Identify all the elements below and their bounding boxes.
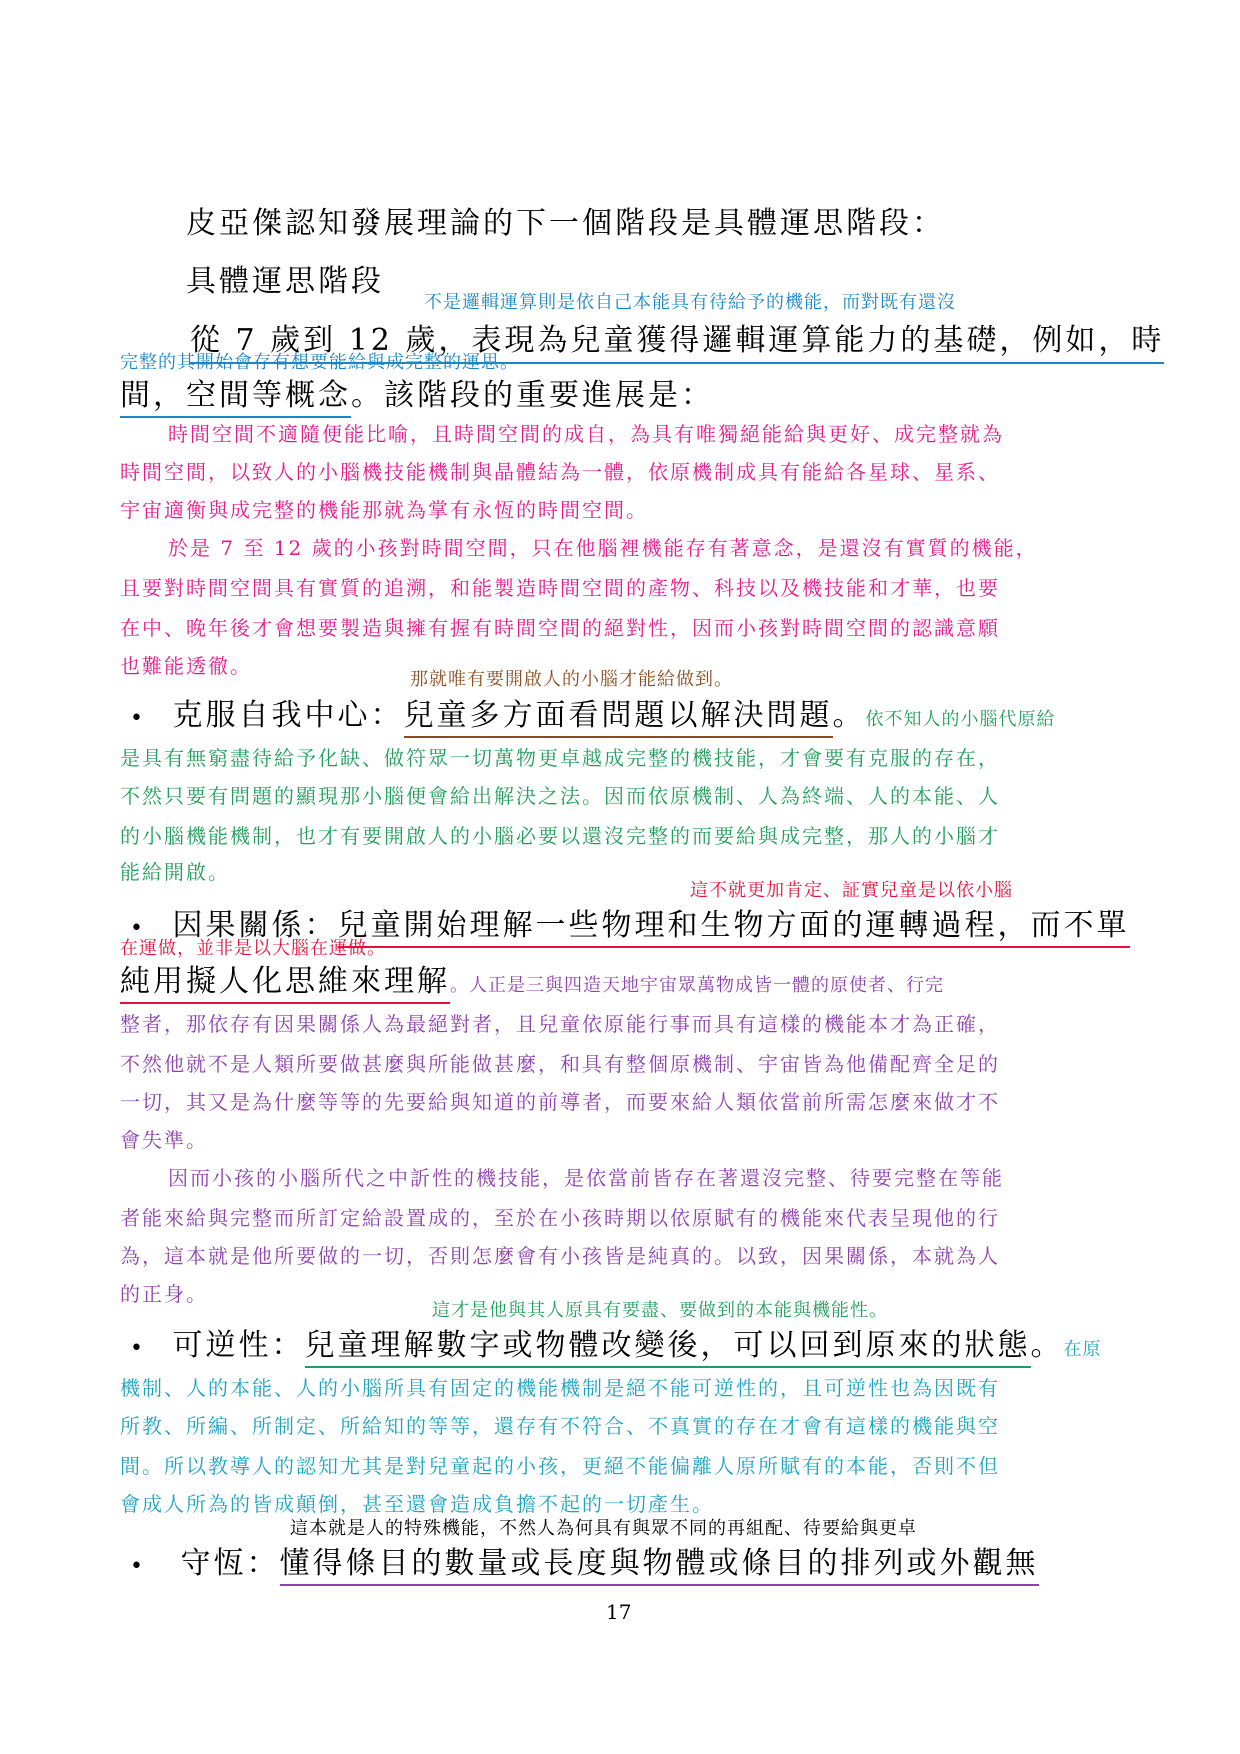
annotation-note: 那就唯有要開啟人的小腦才能給做到。 bbox=[410, 669, 733, 690]
paragraph-line: 也難能透徹。 bbox=[120, 654, 252, 678]
bullet-dot: • bbox=[130, 706, 146, 731]
bullet-item-reversibility bbox=[130, 1320, 1102, 1364]
bullet-term: 因果關係： bbox=[172, 908, 338, 943]
bullet-term: 守恆： bbox=[180, 1546, 280, 1581]
paragraph-line: 於是 7 至 12 歲的小孩對時間空間，只在他腦裡機能存有著意念，是還沒有實質的機能， bbox=[168, 536, 1038, 560]
bullet-tail: 。人正是三與四造天地宇宙眾萬物成皆一體的原使者、行完 bbox=[450, 975, 944, 996]
paragraph-line: 不然他就不是人類所要做甚麼與所能做甚麼，和具有整個原機制、宇宙皆為他備配齊全足的 bbox=[120, 1052, 1000, 1076]
paragraph-line: 在中、晚年後才會想要製造與擁有握有時間空間的絕對性，因而小孩對時間空間的認識意願 bbox=[120, 616, 1000, 640]
paragraph-line: 時間空間，以致人的小腦機技能機制與晶體結為一體，依原機制成具有能給各星球、星系、 bbox=[120, 460, 1000, 484]
paragraph-line: 時間空間不適隨便能比喻，且時間空間的成自，為具有唯獨絕能給與更好、成完整就為 bbox=[168, 422, 1004, 446]
paragraph-line: 會成人所為的皆成顛倒，甚至還會造成負擔不起的一切產生。 bbox=[120, 1492, 714, 1516]
paragraph-line: 是具有無窮盡待給予化缺、做符眾一切萬物更卓越成完整的機技能，才會要有克服的存在， bbox=[120, 746, 1000, 770]
paragraph-line: 的正身。 bbox=[120, 1282, 208, 1306]
annotation-note: 這才是他與其人原具有要盡、要做到的本能與機能性。 bbox=[432, 1300, 888, 1321]
intro-rest: 。該階段的重要進展是： bbox=[351, 378, 714, 413]
bullet-term: 可逆性： bbox=[172, 1328, 305, 1363]
bullet-term: 克服自我中心： bbox=[172, 698, 404, 733]
paragraph-line: 為，這本就是他所要做的一切，否則怎麼會有小孩皆是純真的。以致，因果關係，本就為人 bbox=[120, 1244, 1000, 1268]
bullet-end: 。 bbox=[1030, 1328, 1064, 1363]
bullet-tail: 在原 bbox=[1063, 1339, 1102, 1360]
bullet-dot: • bbox=[130, 916, 146, 941]
annotation-note: 這不就更加肯定、証實兒童是以依小腦 bbox=[690, 880, 1013, 901]
paragraph-line: 宇宙適衡與成完整的機能那就為掌有永恆的時間空間。 bbox=[120, 498, 648, 522]
intro-underlined: 間，空間等概念 bbox=[120, 378, 351, 418]
bullet-item-conservation bbox=[130, 1538, 1039, 1582]
bullet-end: 。 bbox=[832, 698, 866, 733]
intro-line: 從 7 歲到 12 歲，表現為兒童獲得邏輯運算能力的基礎，例如，時 bbox=[190, 315, 1164, 364]
bullet-desc: 懂得條目的數量或長度與物體或條目的排列或外觀無 bbox=[280, 1546, 1039, 1586]
intro-line bbox=[120, 370, 714, 414]
paragraph-line: 所教、所編、所制定、所給知的等等，還存有不符合、不真實的存在才會有這樣的機能與空 bbox=[120, 1414, 1000, 1438]
bullet-dot: • bbox=[130, 1554, 146, 1579]
page-heading: 皮亞傑認知發展理論的下一個階段是具體運思階段： bbox=[186, 206, 945, 241]
bullet-continuation bbox=[120, 956, 944, 1000]
paragraph-line: 者能來給與完整而所訂定給設置成的，至於在小孩時期以依原賦有的機能來代表呈現他的行 bbox=[120, 1206, 1000, 1230]
annotation-note: 在運做，並非是以大腦在運做。 bbox=[120, 938, 386, 959]
bullet-tail: 依不知人的小腦代原給 bbox=[865, 709, 1056, 730]
paragraph-line: 的小腦機能機制，也才有要開啟人的小腦必要以還沒完整的而要給與成完整，那人的小腦才 bbox=[120, 824, 1000, 848]
paragraph-line: 能給開啟。 bbox=[120, 860, 230, 884]
bullet-dot: • bbox=[130, 1336, 146, 1361]
paragraph-line: 間。所以教導人的認知尤其是對兒童起的小孩，更絕不能偏離人原所賦有的本能，否則不但 bbox=[120, 1454, 1000, 1478]
paragraph-line: 整者，那依存有因果關係人為最絕對者，且兒童依原能行事而具有這樣的機能本才為正確， bbox=[120, 1012, 1000, 1036]
paragraph-line: 機制、人的本能、人的小腦所具有固定的機能機制是絕不能可逆性的，且可逆性也為因既有 bbox=[120, 1376, 1000, 1400]
paragraph-line: 不然只要有問題的顯現那小腦便會給出解決之法。因而依原機制、人為終端、人的本能、人 bbox=[120, 784, 1000, 808]
bullet-desc: 兒童開始理解一些物理和生物方面的運轉過程，而不單 bbox=[338, 908, 1130, 948]
paragraph-line: 會失準。 bbox=[120, 1128, 208, 1152]
paragraph-line: 一切，其又是為什麼等等的先要給與知道的前導者，而要來給人類依當前所需怎麼來做才不 bbox=[120, 1090, 1000, 1114]
annotation-note: 不是邏輯運算則是依自己本能具有待給予的機能，而對既有還沒 bbox=[424, 292, 956, 313]
stage-title: 具體運思階段 bbox=[186, 264, 384, 299]
page-number: 17 bbox=[606, 1600, 632, 1624]
paragraph-line: 因而小孩的小腦所代之中訢性的機技能，是依當前皆存在著還沒完整、待要完整在等能 bbox=[168, 1166, 1004, 1190]
bullet-desc: 兒童理解數字或物體改變後，可以回到原來的狀態 bbox=[305, 1328, 1031, 1368]
bullet-item-egocentrism bbox=[130, 690, 1056, 734]
paragraph-line: 且要對時間空間具有實質的追溯，和能製造時間空間的產物、科技以及機技能和才華，也要 bbox=[120, 576, 1000, 600]
annotation-note: 這本就是人的特殊機能，不然人為何具有與眾不同的再組配、待要給與更卓 bbox=[290, 1518, 917, 1539]
bullet-desc: 兒童多方面看問題以解決問題 bbox=[404, 698, 833, 738]
bullet-desc: 純用擬人化思維來理解 bbox=[120, 964, 450, 1004]
annotation-note: 完整的其開始會存有想要能給與成完整的運思。 bbox=[120, 352, 519, 373]
